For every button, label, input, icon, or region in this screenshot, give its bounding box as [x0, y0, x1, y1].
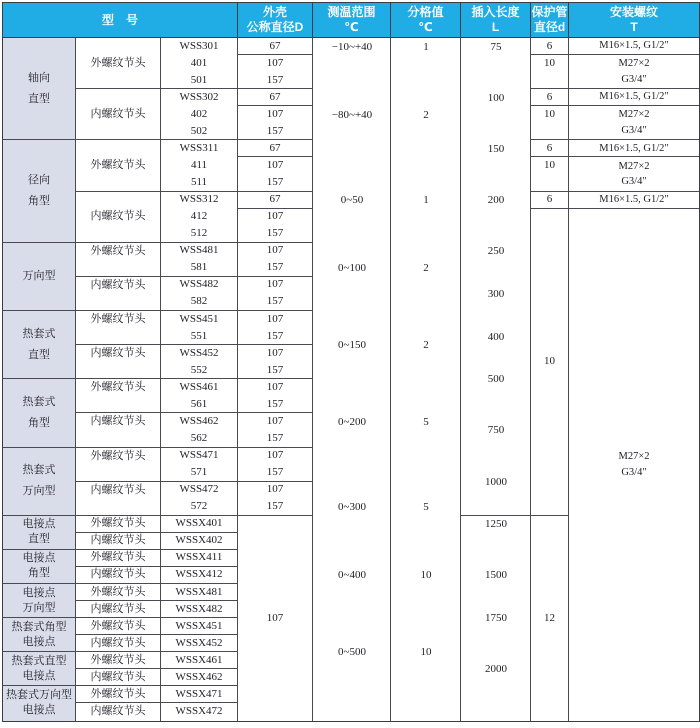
division-value: 2	[423, 262, 429, 275]
length-value: 75	[490, 40, 502, 53]
model-cell-text: WSS482	[179, 278, 219, 291]
model-cell	[161, 482, 238, 516]
model-cell-text: 502	[190, 124, 208, 137]
header-shell-line1: 外壳	[262, 5, 287, 19]
joint-type-cell-text: 内螺纹节头	[90, 347, 146, 360]
thread-spec-cell-text: G3/4″	[621, 124, 647, 136]
model-cell-text: WSS462	[179, 414, 219, 427]
length-value: 200	[487, 194, 505, 207]
shell-diameter-cell	[238, 89, 313, 106]
model-cell-text: 582	[190, 295, 208, 308]
length-value: 1750	[485, 612, 507, 625]
model-cell	[161, 89, 238, 140]
shell-diameter-cell	[238, 55, 313, 89]
shell-diameter-cell	[238, 379, 313, 413]
thread-spec-cell-text: M16×1.5, G1/2″	[599, 40, 669, 52]
model-cell-text: 572	[190, 500, 208, 513]
model-cell-text: 511	[190, 176, 208, 188]
model-cell-text: WSS451	[179, 312, 219, 325]
thread-spec-cell	[569, 192, 699, 209]
shell-diameter-cell	[238, 345, 313, 379]
joint-type-cell-text: 内螺纹节头	[90, 670, 146, 683]
type-group-cell-text: 万向型	[22, 269, 56, 282]
shell-diameter-cell-text: 107	[266, 158, 284, 171]
model-cell-text: 512	[190, 227, 208, 240]
model-cell	[161, 413, 238, 447]
range-value: 0~150	[338, 339, 366, 352]
shell-diameter-cell-text: 157	[266, 73, 284, 86]
header-model-label: 型 号	[101, 12, 138, 27]
division-value: 10	[420, 646, 432, 659]
joint-type-cell-text: 外螺纹节头	[90, 449, 146, 462]
type-group-cell	[3, 38, 76, 140]
thread-spec-cell-text: M27×2	[618, 451, 650, 463]
tube-diameter-cell-text: 6	[546, 39, 553, 52]
model-cell	[161, 516, 238, 533]
division-value: 2	[423, 339, 429, 352]
model-cell-text: 402	[190, 107, 208, 120]
shell-diameter-cell-text: 157	[266, 363, 284, 376]
shell-diameter-cell-text: 67	[269, 90, 281, 103]
model-cell	[161, 635, 238, 652]
model-cell-text: 562	[190, 431, 208, 444]
thread-spec-cell-text: M27×2	[618, 160, 650, 172]
joint-type-cell	[76, 652, 161, 669]
joint-type-cell-text: 内螺纹节头	[90, 602, 146, 615]
range-value: −80~+40	[331, 108, 373, 121]
division-value: 1	[423, 40, 429, 53]
model-cell	[161, 686, 238, 703]
model-cell	[161, 243, 238, 277]
length-value: 1250	[485, 518, 507, 531]
model-cell-text: WSSX451	[175, 619, 223, 632]
type-group-cell-text: 万向型	[22, 485, 56, 498]
shell-diameter-cell	[238, 516, 313, 721]
joint-type-cell-text: 内螺纹节头	[90, 534, 146, 547]
joint-type-cell-text: 外螺纹节头	[90, 585, 146, 598]
tube-diameter-cell	[531, 89, 569, 106]
header-mounting-thread	[569, 3, 699, 38]
shell-diameter-cell-text: 157	[266, 295, 284, 308]
shell-diameter-cell-text: 107	[266, 210, 284, 223]
header-division-line1: 分格值	[407, 5, 444, 19]
length-value: 250	[487, 245, 505, 258]
division-value: 2	[423, 108, 429, 121]
header-tube-line2: 直径d	[533, 20, 566, 34]
model-cell-text: WSSX472	[175, 705, 223, 718]
thread-spec-cell-text: M16×1.5, G1/2″	[599, 142, 669, 154]
joint-type-cell-text: 外螺纹节头	[90, 653, 146, 666]
joint-type-cell-text: 内螺纹节头	[90, 278, 146, 291]
model-cell	[161, 567, 238, 584]
type-group-cell	[3, 584, 76, 618]
type-group-cell-text: 直型	[28, 533, 50, 546]
length-value: 150	[487, 142, 505, 155]
header-insertion-length	[461, 3, 531, 38]
model-cell	[161, 311, 238, 345]
header-insertion-line2: L	[491, 20, 500, 34]
tube-diameter-cell	[531, 140, 569, 157]
header-thread-line1: 安装螺纹	[609, 5, 658, 19]
shell-diameter-cell-text: 107	[266, 449, 284, 461]
shell-diameter-cell-text: 157	[266, 124, 284, 137]
joint-type-cell-text: 外螺纹节头	[90, 244, 146, 257]
type-group-cell-text: 热套式	[22, 464, 56, 477]
header-insertion-line1: 插入长度	[471, 5, 520, 19]
range-value: −10~+40	[331, 40, 373, 53]
joint-type-cell	[76, 89, 161, 140]
joint-type-cell	[76, 379, 161, 413]
range-value: 0~300	[338, 501, 366, 514]
model-cell	[161, 584, 238, 601]
joint-type-cell	[76, 584, 161, 601]
shell-diameter-cell	[238, 243, 313, 277]
type-group-cell-text: 角型	[28, 195, 50, 208]
type-group-cell-text: 热套式角型	[11, 620, 67, 633]
shell-diameter-cell	[238, 448, 313, 482]
tube-diameter-cell	[531, 106, 569, 140]
model-cell	[161, 192, 238, 243]
thread-spec-cell-text: M27×2	[618, 58, 650, 70]
joint-type-cell-text: 外螺纹节头	[90, 551, 146, 564]
shell-diameter-cell	[238, 157, 313, 191]
shell-diameter-cell-text: 157	[266, 466, 284, 479]
type-group-cell	[3, 618, 76, 652]
shell-diameter-cell	[238, 38, 313, 55]
range-value: 0~500	[338, 646, 366, 659]
model-cell	[161, 669, 238, 686]
model-cell-text: WSSX401	[175, 517, 223, 530]
model-cell-text: 571	[190, 466, 208, 479]
type-group-cell	[3, 379, 76, 447]
shell-diameter-cell-text: 157	[266, 500, 284, 513]
type-group-cell-text: 电接点	[22, 669, 56, 682]
tube-diameter-cell	[531, 157, 569, 191]
header-division-line2: ℃	[418, 20, 433, 34]
model-cell-text: WSS311	[179, 141, 219, 154]
model-cell-text: 501	[190, 73, 208, 86]
shell-diameter-cell-text: 107	[266, 346, 284, 359]
model-cell	[161, 550, 238, 567]
model-cell-text: 401	[190, 56, 208, 69]
model-cell	[161, 38, 238, 89]
thread-spec-cell	[569, 157, 699, 191]
joint-type-cell	[76, 192, 161, 243]
shell-diameter-cell-text: 157	[266, 329, 284, 342]
model-cell-text: WSS472	[179, 483, 219, 496]
shell-diameter-cell-text: 157	[266, 176, 284, 188]
model-cell	[161, 448, 238, 482]
type-group-cell-text: 直型	[28, 348, 50, 361]
type-group-cell-text: 电接点	[22, 552, 56, 565]
model-cell-text: WSS301	[179, 39, 219, 52]
joint-type-cell-text: 内螺纹节头	[90, 107, 146, 120]
shell-diameter-cell-text: 67	[269, 39, 281, 52]
model-cell-text: WSSX481	[175, 585, 223, 598]
model-cell-text: 411	[190, 158, 208, 171]
type-group-cell-text: 万向型	[22, 601, 56, 614]
model-cell	[161, 652, 238, 669]
model-cell-text: WSSX482	[175, 602, 223, 615]
model-cell-text: WSSX402	[175, 534, 223, 547]
shell-diameter-cell-text: 107	[266, 312, 284, 325]
joint-type-cell	[76, 550, 161, 567]
division-value: 10	[420, 569, 432, 582]
thermometer-spec-table	[2, 2, 700, 722]
length-value: 750	[487, 424, 505, 437]
thread-spec-cell-text: M16×1.5, G1/2″	[599, 91, 669, 103]
shell-diameter-cell-text: 157	[266, 397, 284, 410]
type-group-cell-text: 角型	[28, 567, 50, 580]
model-cell	[161, 140, 238, 191]
tube-diameter-cell-text: 6	[546, 90, 553, 103]
joint-type-cell-text: 外螺纹节头	[90, 619, 146, 632]
model-cell-text: WSS302	[179, 90, 219, 103]
joint-type-cell-text: 内螺纹节头	[90, 210, 146, 223]
header-thread-line2: T	[630, 20, 638, 34]
model-cell-text: 551	[190, 329, 208, 342]
range-value: 0~200	[338, 415, 366, 428]
shell-diameter-cell	[238, 413, 313, 447]
model-cell	[161, 533, 238, 550]
joint-type-cell	[76, 703, 161, 720]
thread-spec-cell-text: G3/4″	[621, 176, 647, 187]
division-value: 5	[423, 501, 429, 514]
shell-diameter-cell-text: 67	[269, 193, 281, 206]
type-group-cell-text: 电接点	[22, 704, 56, 717]
division-value: 1	[423, 194, 429, 207]
model-cell	[161, 277, 238, 311]
model-cell-text: WSSX452	[175, 636, 223, 649]
model-cell-text: WSSX411	[175, 551, 223, 564]
tube-diameter-cell-text: 10	[544, 57, 555, 70]
joint-type-cell	[76, 140, 161, 191]
type-group-cell	[3, 550, 76, 584]
model-cell	[161, 618, 238, 635]
shell-diameter-cell-text: 157	[266, 261, 284, 274]
header-shell-line2: 公称直径D	[246, 20, 304, 34]
joint-type-cell-text: 内螺纹节头	[90, 568, 146, 581]
type-group-cell-text: 热套式	[22, 327, 56, 340]
tube-diameter-cell	[531, 38, 569, 55]
type-group-cell-text: 电接点	[22, 518, 56, 531]
thread-spec-cell-text: M27×2	[618, 109, 650, 121]
model-cell-text: WSSX412	[175, 568, 223, 581]
joint-type-cell	[76, 277, 161, 311]
shell-diameter-cell	[238, 311, 313, 345]
length-value: 100	[487, 91, 505, 104]
shell-diameter-cell-text: 107	[266, 278, 284, 291]
tube-diameter-cell-text: 6	[546, 193, 553, 206]
joint-type-cell	[76, 618, 161, 635]
tube-diameter-cell	[531, 516, 569, 721]
thread-spec-cell	[569, 89, 699, 106]
range-value: 0~100	[338, 262, 366, 275]
header-range-line2: ℃	[344, 20, 359, 34]
model-cell-text: 412	[190, 210, 208, 223]
shell-diameter-cell-text: 107	[266, 380, 284, 393]
shell-diameter-cell	[238, 482, 313, 516]
header-temp-range	[313, 3, 391, 38]
thread-spec-cell	[569, 38, 699, 55]
type-group-cell	[3, 448, 76, 516]
model-cell-text: 561	[190, 397, 208, 410]
type-group-cell	[3, 652, 76, 686]
thread-spec-cell-text: M16×1.5, G1/2″	[599, 193, 669, 205]
tube-diameter-cell-text: 10	[544, 159, 555, 172]
length-value: 2000	[485, 663, 507, 676]
shell-diameter-cell-text: 107	[266, 244, 284, 257]
model-cell	[161, 703, 238, 720]
shell-diameter-cell-text: 107	[266, 56, 284, 69]
joint-type-cell-text: 外螺纹节头	[90, 381, 146, 394]
type-group-cell	[3, 243, 76, 311]
tube-diameter-cell-text: 10	[544, 108, 555, 121]
type-group-cell-text: 电接点	[22, 635, 56, 648]
header-shell-diameter	[238, 3, 313, 38]
shell-diameter-cell	[238, 277, 313, 311]
joint-type-cell	[76, 345, 161, 379]
model-cell-text: WSS481	[179, 244, 219, 257]
shell-diameter-cell	[238, 192, 313, 209]
joint-type-cell	[76, 448, 161, 482]
shell-diameter-cell-text: 107	[266, 414, 284, 427]
division-value: 5	[423, 415, 429, 428]
division-column	[391, 38, 461, 721]
thread-spec-cell	[569, 55, 699, 89]
model-cell-text: WSSX461	[175, 653, 223, 666]
type-group-cell-text: 电接点	[22, 586, 56, 599]
thread-spec-cell-text: G3/4″	[621, 466, 647, 478]
thread-spec-cell	[569, 106, 699, 140]
joint-type-cell	[76, 38, 161, 89]
shell-diameter-cell	[238, 106, 313, 140]
header-division-value	[391, 3, 461, 38]
tube-diameter-cell	[531, 192, 569, 209]
joint-type-cell-text: 外螺纹节头	[90, 313, 146, 325]
header-range-line1: 测温范围	[327, 5, 376, 19]
length-value: 300	[487, 287, 505, 300]
shell-diameter-cell-text: 157	[266, 431, 284, 444]
joint-type-cell	[76, 311, 161, 345]
joint-type-cell	[76, 533, 161, 550]
joint-type-cell	[76, 413, 161, 447]
type-group-cell-text: 热套式万向型	[6, 689, 72, 702]
joint-type-cell-text: 外螺纹节头	[90, 56, 146, 69]
thread-spec-cell	[569, 140, 699, 157]
type-group-cell	[3, 516, 76, 550]
length-value: 1500	[485, 569, 507, 582]
joint-type-cell-text: 内螺纹节头	[90, 483, 146, 496]
model-cell-text: WSS312	[179, 193, 219, 206]
model-cell-text: WSS461	[179, 380, 219, 393]
shell-diameter-cell	[238, 209, 313, 243]
joint-type-cell	[76, 516, 161, 533]
shell-diameter-cell	[238, 140, 313, 157]
joint-type-cell	[76, 635, 161, 652]
joint-type-cell-text: 外螺纹节头	[90, 517, 146, 530]
range-column	[313, 38, 391, 721]
length-value: 1000	[485, 475, 507, 488]
model-cell	[161, 379, 238, 413]
type-group-cell-text: 径向	[28, 174, 50, 187]
model-cell-text: 581	[190, 261, 208, 274]
length-value: 400	[487, 330, 505, 343]
type-group-cell-text: 热套式	[22, 395, 56, 408]
type-group-cell	[3, 311, 76, 379]
type-group-cell-text: 热套式直型	[11, 654, 67, 667]
joint-type-cell	[76, 686, 161, 703]
header-model	[3, 3, 238, 38]
model-cell	[161, 601, 238, 618]
length-value: 500	[487, 373, 505, 386]
type-group-cell-text: 直型	[28, 92, 50, 105]
shell-diameter-cell-text: 107	[266, 107, 284, 120]
joint-type-cell	[76, 601, 161, 618]
tube-diameter-cell-text: 6	[546, 141, 553, 154]
joint-type-cell-text: 内螺纹节头	[90, 415, 146, 428]
range-value: 0~50	[340, 194, 364, 207]
tube-diameter-cell	[531, 209, 569, 516]
type-group-cell-text: 角型	[28, 416, 50, 429]
model-cell	[161, 345, 238, 379]
joint-type-cell	[76, 669, 161, 686]
thread-spec-cell	[569, 209, 699, 721]
model-cell-text: 552	[190, 363, 208, 376]
joint-type-cell-text: 内螺纹节头	[90, 636, 146, 649]
shell-diameter-cell-text: 107	[266, 611, 284, 624]
header-tube-diameter	[531, 3, 569, 38]
joint-type-cell	[76, 243, 161, 277]
model-cell-text: WSS471	[179, 449, 219, 461]
joint-type-cell	[76, 482, 161, 516]
range-value: 0~400	[338, 569, 366, 582]
tube-diameter-cell	[531, 55, 569, 89]
model-cell-text: WSSX471	[175, 687, 223, 700]
tube-diameter-cell-text: 12	[544, 611, 555, 624]
thread-spec-cell-text: G3/4″	[621, 73, 647, 85]
type-group-cell	[3, 140, 76, 242]
shell-diameter-cell-text: 157	[266, 227, 284, 240]
joint-type-cell	[76, 567, 161, 584]
type-group-cell-text: 轴向	[28, 71, 50, 84]
joint-type-cell-text: 内螺纹节头	[90, 705, 146, 718]
shell-diameter-cell-text: 67	[269, 141, 281, 154]
type-group-cell	[3, 686, 76, 720]
model-cell-text: WSS452	[179, 346, 219, 359]
joint-type-cell-text: 外螺纹节头	[90, 158, 146, 171]
shell-diameter-cell-text: 107	[266, 483, 284, 496]
model-cell-text: WSSX462	[175, 670, 223, 683]
tube-diameter-cell-text: 10	[544, 355, 555, 368]
header-tube-line1: 保护管	[531, 5, 568, 19]
joint-type-cell-text: 外螺纹节头	[90, 687, 146, 700]
